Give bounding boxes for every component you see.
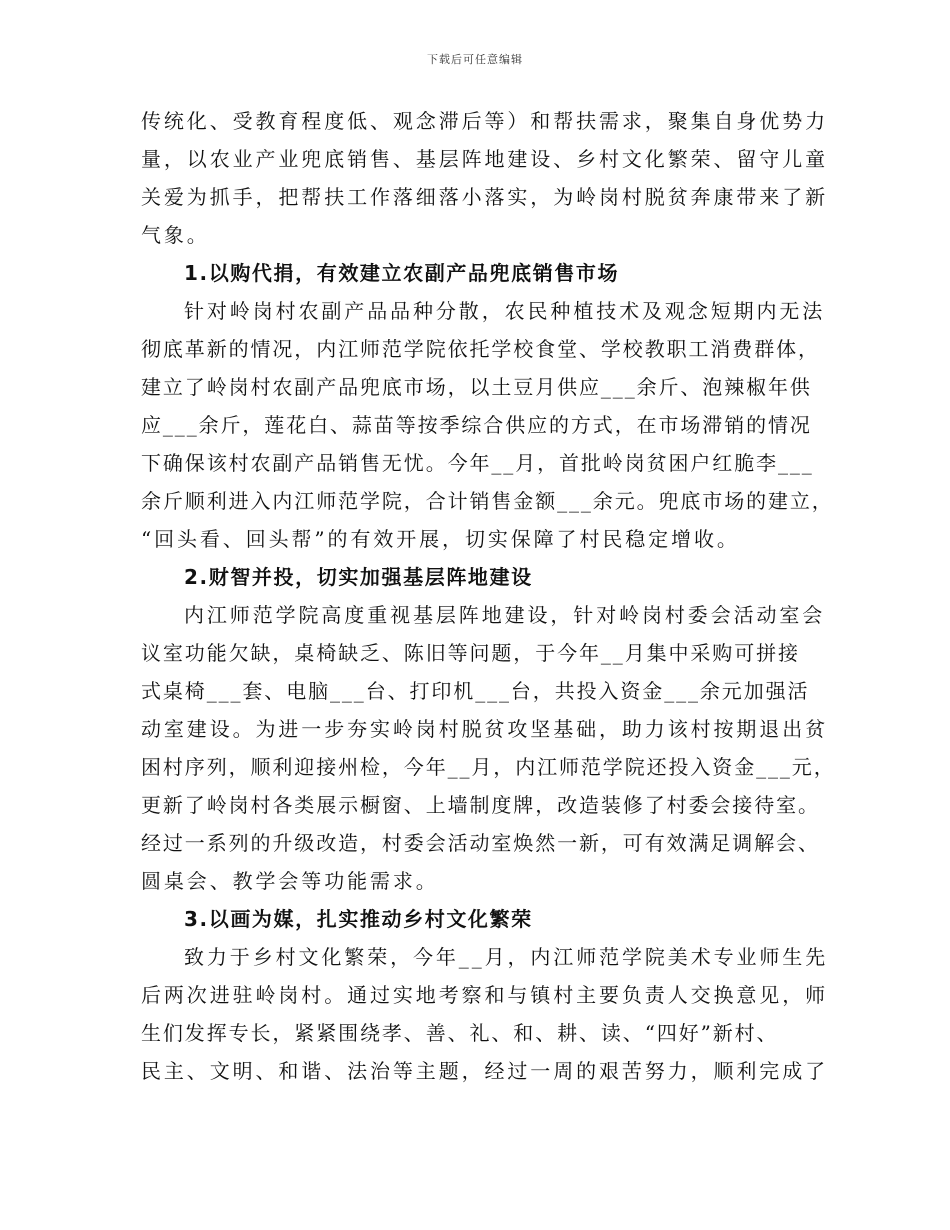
text-line: 传统化、受教育程度低、观念滞后等）和帮扶需求，聚集自身优势力 [141,109,828,133]
text-line: 民主、文明、和谐、法治等主题，经过一周的艰苦努力，顺利完成了 [141,1059,828,1083]
text-line: 经过一系列的升级改造，村委会活动室焕然一新，可有效满足调解会、 [141,831,820,855]
text-line: 后两次进驻岭岗村。通过实地考察和与镇村主要负责人交换意见，师 [141,983,828,1007]
section-heading-2: 2.财智并投，切实加强基层阵地建设 [184,565,533,589]
text-line: 建立了岭岗村农副产品兜底市场，以土豆月供应___余斤、泡辣椒年供 [141,375,812,399]
text-line: 致力于乡村文化繁荣，今年__月，内江师范学院美术专业师生先 [184,945,829,969]
paragraph-section-3 [141,938,829,1090]
text-line: 内江师范学院高度重视基层阵地建设，针对岭岗村委会活动室会 [184,603,826,627]
text-line: 下确保该村农副产品销售无忧。今年__月，首批岭岗贫困户红脆李___ [141,451,814,475]
text-line: 动室建设。为进一步夯实岭岗村脱贫攻坚基础，助力该村按期退出贫 [141,717,828,741]
text-line: 针对岭岗村农副产品品种分散，农民种植技术及观念短期内无法 [184,299,826,323]
text-line: 圆桌会、教学会等功能需求。 [141,869,439,893]
text-line: 彻底革新的情况，内江师范学院依托学校食堂、学校教职工消费群体， [141,337,820,361]
text-line: 关爱为抓手，把帮扶工作落细落小落实，为岭岗村脱贫奔康带来了新 [141,185,828,209]
paragraph-section-2 [141,596,836,900]
text-line: 更新了岭岗村各类展示橱窗、上墙制度牌，改造装修了村委会接待室。 [141,793,820,817]
section-heading-3: 3.以画为媒，扎实推动乡村文化繁荣 [184,907,533,931]
text-line: 应___余斤，莲花白、蒜苗等按季综合供应的方式，在市场滞销的情况 [141,413,812,437]
paragraph-section-1 [141,292,834,558]
text-line: “回头看、回头帮”的有效开展，切实保障了村民稳定增收。 [141,527,740,551]
text-line: 余斤顺利进入内江师范学院，合计销售金额___余元。兜底市场的建立， [141,489,834,513]
header-note: 下载后可任意编辑 [427,53,523,66]
document-body [141,102,836,1090]
section-heading-1: 1.以购代捐，有效建立农副产品兜底销售市场 [184,261,620,285]
text-line: 式桌椅___套、电脑___台、打印机___台，共投入资金___余元加强活 [141,679,810,703]
text-line: 量，以农业产业兜底销售、基层阵地建设、乡村文化繁荣、留守儿童 [141,147,828,171]
paragraph-intro-continued [141,102,828,254]
text-line: 气象。 [141,223,210,247]
text-line: 议室功能欠缺，桌椅缺乏、陈旧等问题，于今年__月集中采购可拼接 [141,641,800,665]
text-line: 困村序列，顺利迎接州检，今年__月，内江师范学院还投入资金___元， [141,755,836,779]
text-line: 生们发挥专长，紧紧围绕孝、善、礼、和、耕、读、“四好”新村、 [141,1021,779,1045]
